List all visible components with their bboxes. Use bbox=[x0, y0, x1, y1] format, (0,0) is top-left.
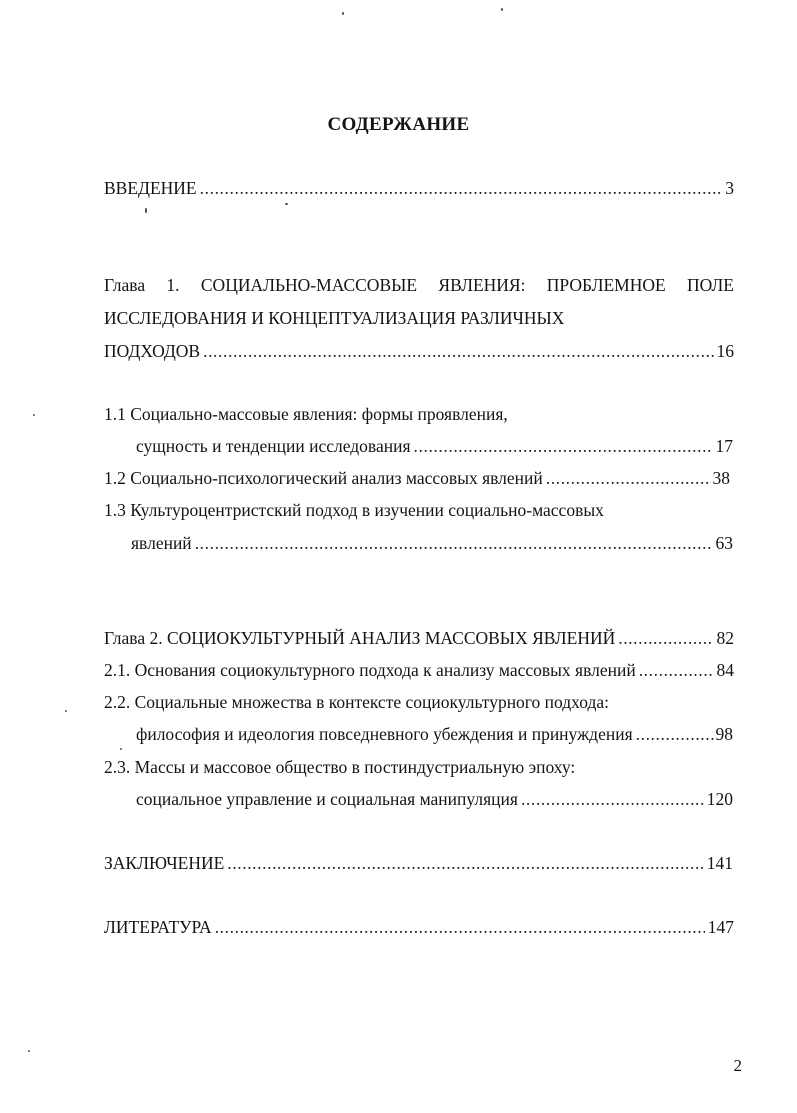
scan-speck bbox=[285, 203, 288, 205]
toc-entry-conclusion bbox=[104, 851, 733, 875]
dot-leader bbox=[203, 339, 713, 363]
dot-leader bbox=[195, 531, 713, 555]
section-2-2-line-1: 2.2. Социальные множества в контексте социокультурного подхода: bbox=[104, 692, 610, 712]
dot-leader bbox=[636, 722, 716, 746]
dot-leader bbox=[215, 915, 705, 939]
toc-entry-page: 3 bbox=[725, 178, 734, 198]
scan-speck bbox=[33, 414, 35, 416]
section-1-3-line-1: 1.3 Культуроцентристский подход в изучении социально-массовых bbox=[104, 500, 604, 520]
chapter-1-heading-line-3 bbox=[104, 339, 734, 363]
section-1-3-line-2 bbox=[131, 531, 733, 555]
toc-entry-label: 2.1. Основания социокультурного подхода к анализу массовых явлений bbox=[104, 660, 636, 680]
scan-speck bbox=[501, 8, 503, 11]
chapter-1-heading-line-1: Глава 1. СОЦИАЛЬНО-МАССОВЫЕ ЯВЛЕНИЯ: ПРОБЛЕМНОЕ ПОЛЕ bbox=[104, 275, 734, 295]
chapter-1-heading-line-2: ИССЛЕДОВАНИЯ И КОНЦЕПТУАЛИЗАЦИЯ РАЗЛИЧНЫХ bbox=[104, 308, 565, 328]
toc-entry-label: философия и идеология повседневного убеждения и принуждения bbox=[136, 724, 633, 744]
section-2-1 bbox=[104, 658, 734, 682]
toc-entry-introduction bbox=[104, 176, 734, 200]
toc-entry-label: ЛИТЕРАТУРА bbox=[104, 917, 212, 937]
dot-leader bbox=[639, 658, 714, 682]
toc-entry-page: 38 bbox=[712, 468, 730, 488]
page-number: 2 bbox=[733, 1056, 742, 1075]
toc-entry-label: явлений bbox=[131, 533, 192, 553]
toc-entry-page: 98 bbox=[715, 724, 733, 744]
section-1-2 bbox=[104, 466, 730, 490]
scan-speck bbox=[28, 1050, 30, 1052]
toc-entry-page: 120 bbox=[706, 789, 733, 809]
toc-entry-label: 1.2 Социально-психологический анализ массовых явлений bbox=[104, 468, 543, 488]
dot-leader bbox=[618, 626, 713, 650]
toc-entry-label: ЗАКЛЮЧЕНИЕ bbox=[104, 853, 225, 873]
scan-speck bbox=[65, 710, 67, 712]
dot-leader bbox=[521, 787, 704, 811]
section-2-3-line-2 bbox=[136, 787, 733, 811]
section-2-2-line-2 bbox=[136, 722, 733, 746]
dot-leader bbox=[200, 176, 723, 200]
section-1-1-line-1: 1.1 Социально-массовые явления: формы проявления, bbox=[104, 404, 508, 424]
toc-entry-page: 84 bbox=[716, 660, 734, 680]
toc-entry-literature bbox=[104, 915, 734, 939]
toc-entry-page: 63 bbox=[715, 533, 733, 553]
section-1-1-line-2 bbox=[136, 434, 733, 458]
chapter-2-heading bbox=[104, 626, 734, 650]
toc-entry-label: социальное управление и социальная манипуляция bbox=[136, 789, 518, 809]
toc-entry-label: ПОДХОДОВ bbox=[104, 341, 201, 361]
toc-entry-label: ВВЕДЕНИЕ bbox=[104, 178, 197, 198]
section-2-3-line-1: 2.3. Массы и массовое общество в постиндустриальную эпоху: bbox=[104, 757, 576, 777]
scan-speck bbox=[145, 208, 147, 213]
toc-entry-label: сущность и тенденции исследования bbox=[136, 436, 411, 456]
scan-speck bbox=[120, 748, 122, 750]
toc-entry-label: Глава 2. СОЦИОКУЛЬТУРНЫЙ АНАЛИЗ МАССОВЫХ ЯВЛЕНИЙ bbox=[104, 628, 616, 648]
toc-entry-page: 141 bbox=[706, 853, 733, 873]
dot-leader bbox=[546, 466, 710, 490]
toc-entry-page: 147 bbox=[707, 917, 734, 937]
dot-leader bbox=[227, 851, 703, 875]
scan-speck bbox=[342, 12, 344, 15]
toc-entry-page: 16 bbox=[716, 341, 734, 361]
toc-entry-page: 17 bbox=[715, 436, 733, 456]
toc-entry-page: 82 bbox=[716, 628, 734, 648]
page-title: СОДЕРЖАНИЕ bbox=[327, 114, 470, 135]
dot-leader bbox=[414, 434, 713, 458]
